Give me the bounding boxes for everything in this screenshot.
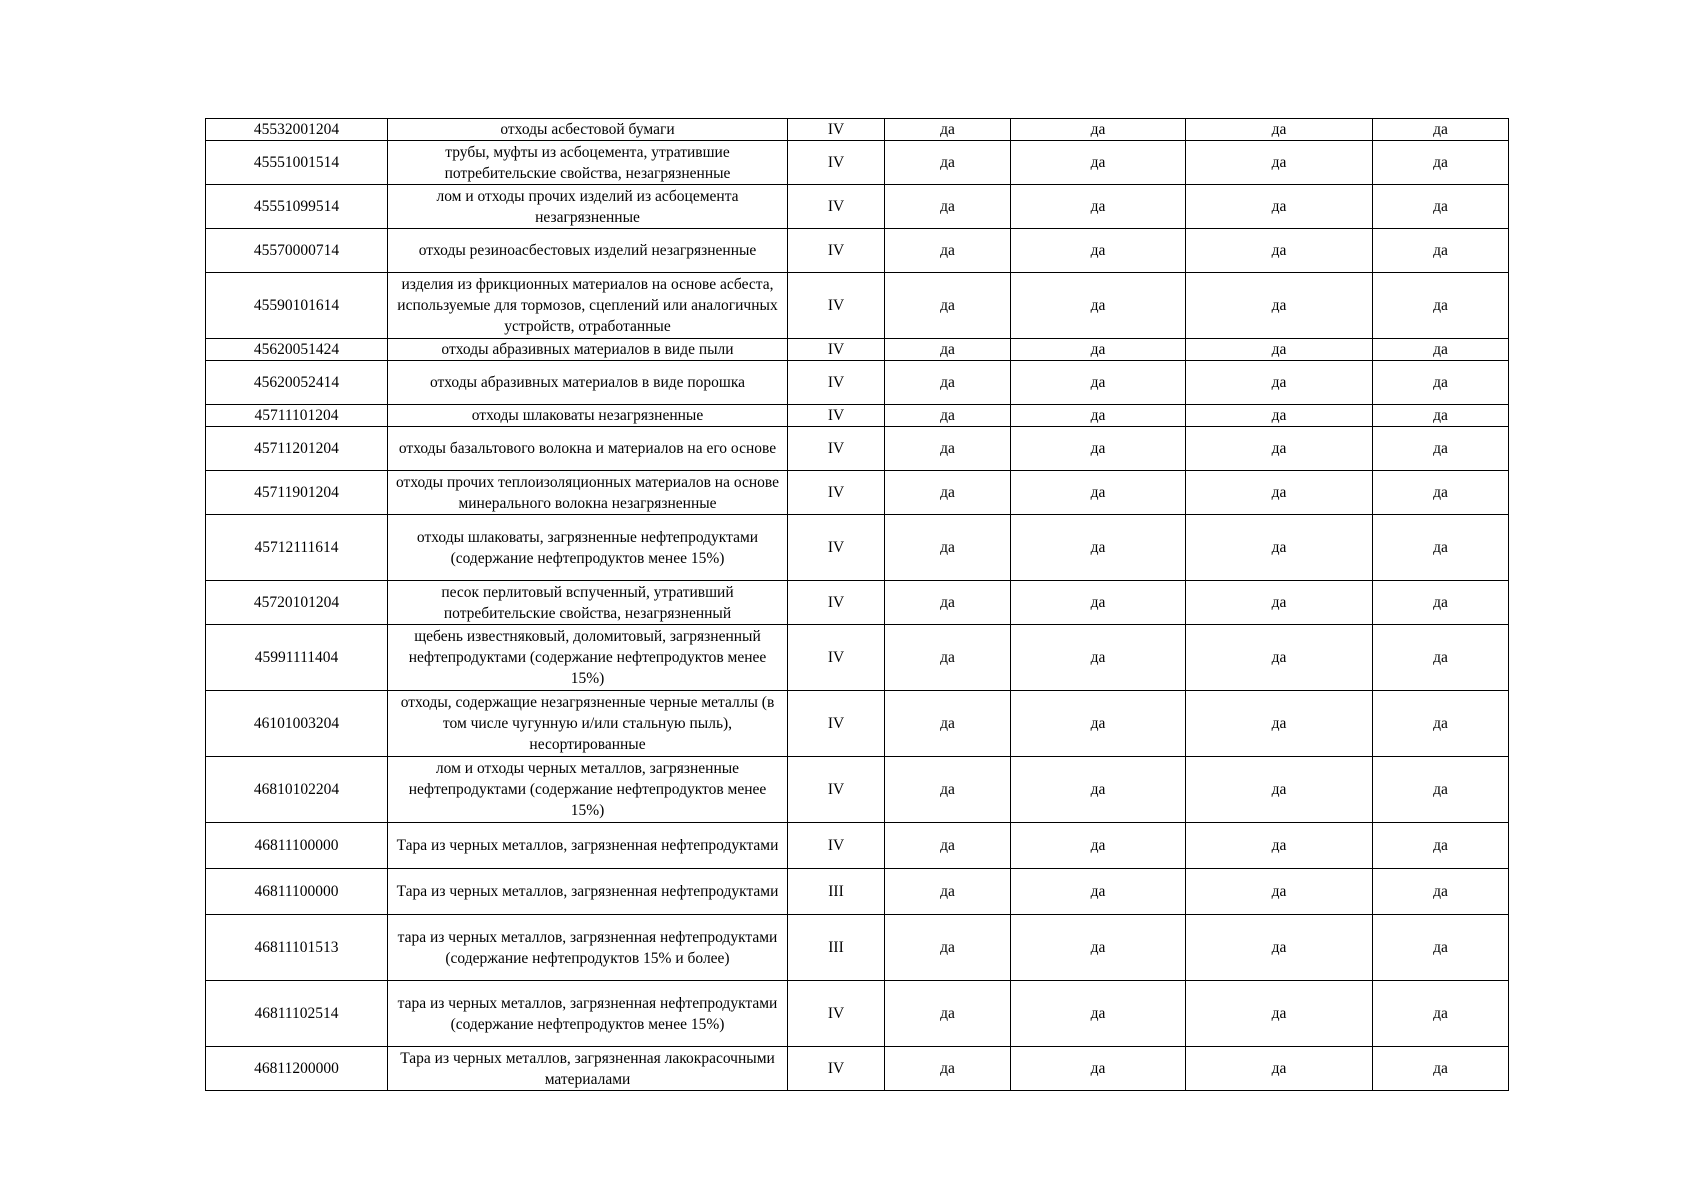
- waste-name-cell: лом и отходы прочих изделий из асбоцемента незагрязненные: [388, 185, 788, 229]
- column-5-cell: да: [1011, 869, 1186, 915]
- waste-code-cell: 46811100000: [206, 869, 388, 915]
- hazard-class-cell: IV: [788, 981, 885, 1047]
- waste-name-cell: отходы асбестовой бумаги: [388, 119, 788, 141]
- hazard-class-cell: IV: [788, 229, 885, 273]
- waste-code-cell: 45720101204: [206, 581, 388, 625]
- waste-code-cell: 46811102514: [206, 981, 388, 1047]
- waste-name-cell: Тара из черных металлов, загрязненная лакокрасочными материалами: [388, 1047, 788, 1091]
- column-6-cell: да: [1186, 757, 1373, 823]
- table-row: [206, 339, 1509, 361]
- table-row: [206, 119, 1509, 141]
- waste-code-cell: 45712111614: [206, 515, 388, 581]
- column-4-cell: да: [885, 691, 1011, 757]
- hazard-class-cell: IV: [788, 625, 885, 691]
- waste-name-cell: щебень известняковый, доломитовый, загрязненный нефтепродуктами (содержание нефтепродуктов менее 15%): [388, 625, 788, 691]
- column-5-cell: да: [1011, 1047, 1186, 1091]
- column-4-cell: да: [885, 229, 1011, 273]
- column-4-cell: да: [885, 981, 1011, 1047]
- column-7-cell: да: [1373, 691, 1509, 757]
- hazard-class-cell: III: [788, 915, 885, 981]
- column-7-cell: да: [1373, 361, 1509, 405]
- column-4-cell: да: [885, 471, 1011, 515]
- table-row: [206, 515, 1509, 581]
- waste-code-cell: 45620051424: [206, 339, 388, 361]
- column-7-cell: да: [1373, 185, 1509, 229]
- waste-name-cell: Тара из черных металлов, загрязненная нефтепродуктами: [388, 869, 788, 915]
- waste-name-cell: отходы абразивных материалов в виде пыли: [388, 339, 788, 361]
- column-4-cell: да: [885, 625, 1011, 691]
- waste-name-cell: отходы резиноасбестовых изделий незагрязненные: [388, 229, 788, 273]
- hazard-class-cell: IV: [788, 119, 885, 141]
- table-row: [206, 691, 1509, 757]
- table-row: [206, 625, 1509, 691]
- waste-code-cell: 46811100000: [206, 823, 388, 869]
- hazard-class-cell: IV: [788, 515, 885, 581]
- column-4-cell: да: [885, 273, 1011, 339]
- column-5-cell: да: [1011, 625, 1186, 691]
- column-5-cell: да: [1011, 427, 1186, 471]
- column-5-cell: да: [1011, 361, 1186, 405]
- waste-name-cell: песок перлитовый вспученный, утративший потребительские свойства, незагрязненный: [388, 581, 788, 625]
- column-6-cell: да: [1186, 405, 1373, 427]
- column-4-cell: да: [885, 119, 1011, 141]
- table-row: [206, 185, 1509, 229]
- column-6-cell: да: [1186, 625, 1373, 691]
- table-body: [206, 119, 1509, 1091]
- column-6-cell: да: [1186, 273, 1373, 339]
- hazard-class-cell: IV: [788, 757, 885, 823]
- hazard-class-cell: IV: [788, 823, 885, 869]
- waste-code-cell: 46810102204: [206, 757, 388, 823]
- waste-name-cell: отходы шлаковаты незагрязненные: [388, 405, 788, 427]
- hazard-class-cell: IV: [788, 471, 885, 515]
- column-6-cell: да: [1186, 981, 1373, 1047]
- table-row: [206, 471, 1509, 515]
- waste-name-cell: отходы шлаковаты, загрязненные нефтепродуктами (содержание нефтепродуктов менее 15%): [388, 515, 788, 581]
- column-5-cell: да: [1011, 757, 1186, 823]
- waste-table: [205, 118, 1509, 1091]
- table-row: [206, 361, 1509, 405]
- table-row: [206, 427, 1509, 471]
- column-5-cell: да: [1011, 581, 1186, 625]
- column-5-cell: да: [1011, 141, 1186, 185]
- table-row: [206, 273, 1509, 339]
- waste-name-cell: Тара из черных металлов, загрязненная нефтепродуктами: [388, 823, 788, 869]
- waste-code-cell: 45711101204: [206, 405, 388, 427]
- hazard-class-cell: IV: [788, 339, 885, 361]
- waste-code-cell: 45620052414: [206, 361, 388, 405]
- column-6-cell: да: [1186, 915, 1373, 981]
- column-6-cell: да: [1186, 427, 1373, 471]
- hazard-class-cell: IV: [788, 405, 885, 427]
- waste-code-cell: 45711201204: [206, 427, 388, 471]
- column-6-cell: да: [1186, 229, 1373, 273]
- column-4-cell: да: [885, 915, 1011, 981]
- column-6-cell: да: [1186, 141, 1373, 185]
- table-row: [206, 869, 1509, 915]
- column-4-cell: да: [885, 427, 1011, 471]
- hazard-class-cell: IV: [788, 141, 885, 185]
- column-7-cell: да: [1373, 581, 1509, 625]
- column-4-cell: да: [885, 581, 1011, 625]
- waste-code-cell: 45991111404: [206, 625, 388, 691]
- waste-code-cell: 45570000714: [206, 229, 388, 273]
- column-6-cell: да: [1186, 185, 1373, 229]
- waste-code-cell: 45711901204: [206, 471, 388, 515]
- waste-name-cell: изделия из фрикционных материалов на основе асбеста, используемые для тормозов, сцеплений или аналогичных устройств, отработанные: [388, 273, 788, 339]
- column-5-cell: да: [1011, 981, 1186, 1047]
- column-7-cell: да: [1373, 757, 1509, 823]
- column-6-cell: да: [1186, 119, 1373, 141]
- column-7-cell: да: [1373, 625, 1509, 691]
- waste-name-cell: тара из черных металлов, загрязненная нефтепродуктами (содержание нефтепродуктов менее 15%): [388, 981, 788, 1047]
- hazard-class-cell: IV: [788, 691, 885, 757]
- column-5-cell: да: [1011, 185, 1186, 229]
- column-7-cell: да: [1373, 229, 1509, 273]
- column-7-cell: да: [1373, 339, 1509, 361]
- column-4-cell: да: [885, 405, 1011, 427]
- table-row: [206, 405, 1509, 427]
- table-row: [206, 757, 1509, 823]
- waste-code-cell: 46811200000: [206, 1047, 388, 1091]
- column-5-cell: да: [1011, 691, 1186, 757]
- column-5-cell: да: [1011, 915, 1186, 981]
- hazard-class-cell: IV: [788, 185, 885, 229]
- column-6-cell: да: [1186, 471, 1373, 515]
- table-row: [206, 1047, 1509, 1091]
- column-4-cell: да: [885, 141, 1011, 185]
- column-7-cell: да: [1373, 1047, 1509, 1091]
- column-5-cell: да: [1011, 229, 1186, 273]
- column-5-cell: да: [1011, 119, 1186, 141]
- waste-code-cell: 45551099514: [206, 185, 388, 229]
- hazard-class-cell: IV: [788, 361, 885, 405]
- hazard-class-cell: IV: [788, 581, 885, 625]
- column-6-cell: да: [1186, 1047, 1373, 1091]
- column-6-cell: да: [1186, 581, 1373, 625]
- column-7-cell: да: [1373, 273, 1509, 339]
- column-7-cell: да: [1373, 141, 1509, 185]
- column-6-cell: да: [1186, 869, 1373, 915]
- column-4-cell: да: [885, 757, 1011, 823]
- column-5-cell: да: [1011, 823, 1186, 869]
- table-row: [206, 823, 1509, 869]
- hazard-class-cell: IV: [788, 427, 885, 471]
- hazard-class-cell: IV: [788, 273, 885, 339]
- waste-name-cell: отходы базальтового волокна и материалов на его основе: [388, 427, 788, 471]
- column-4-cell: да: [885, 361, 1011, 405]
- waste-code-cell: 46101003204: [206, 691, 388, 757]
- column-4-cell: да: [885, 185, 1011, 229]
- waste-code-cell: 46811101513: [206, 915, 388, 981]
- waste-name-cell: лом и отходы черных металлов, загрязненные нефтепродуктами (содержание нефтепродуктов менее 15%): [388, 757, 788, 823]
- column-7-cell: да: [1373, 471, 1509, 515]
- hazard-class-cell: IV: [788, 1047, 885, 1091]
- column-7-cell: да: [1373, 869, 1509, 915]
- waste-code-cell: 45551001514: [206, 141, 388, 185]
- column-7-cell: да: [1373, 119, 1509, 141]
- column-6-cell: да: [1186, 339, 1373, 361]
- column-5-cell: да: [1011, 405, 1186, 427]
- column-4-cell: да: [885, 1047, 1011, 1091]
- column-6-cell: да: [1186, 515, 1373, 581]
- column-6-cell: да: [1186, 361, 1373, 405]
- waste-code-cell: 45590101614: [206, 273, 388, 339]
- column-7-cell: да: [1373, 405, 1509, 427]
- waste-name-cell: тара из черных металлов, загрязненная нефтепродуктами (содержание нефтепродуктов 15% и более): [388, 915, 788, 981]
- waste-name-cell: трубы, муфты из асбоцемента, утратившие потребительские свойства, незагрязненные: [388, 141, 788, 185]
- column-5-cell: да: [1011, 471, 1186, 515]
- column-7-cell: да: [1373, 915, 1509, 981]
- waste-name-cell: отходы, содержащие незагрязненные черные металлы (в том числе чугунную и/или стальную пыль), несортированные: [388, 691, 788, 757]
- table-row: [206, 581, 1509, 625]
- table-row: [206, 229, 1509, 273]
- column-7-cell: да: [1373, 427, 1509, 471]
- waste-name-cell: отходы прочих теплоизоляционных материалов на основе минерального волокна незагрязненные: [388, 471, 788, 515]
- column-6-cell: да: [1186, 823, 1373, 869]
- column-4-cell: да: [885, 869, 1011, 915]
- column-4-cell: да: [885, 515, 1011, 581]
- column-5-cell: да: [1011, 339, 1186, 361]
- column-4-cell: да: [885, 339, 1011, 361]
- table-row: [206, 915, 1509, 981]
- column-7-cell: да: [1373, 981, 1509, 1047]
- waste-code-cell: 45532001204: [206, 119, 388, 141]
- column-4-cell: да: [885, 823, 1011, 869]
- table-row: [206, 141, 1509, 185]
- column-7-cell: да: [1373, 515, 1509, 581]
- table-row: [206, 981, 1509, 1047]
- column-6-cell: да: [1186, 691, 1373, 757]
- column-5-cell: да: [1011, 273, 1186, 339]
- waste-name-cell: отходы абразивных материалов в виде порошка: [388, 361, 788, 405]
- column-5-cell: да: [1011, 515, 1186, 581]
- column-7-cell: да: [1373, 823, 1509, 869]
- hazard-class-cell: III: [788, 869, 885, 915]
